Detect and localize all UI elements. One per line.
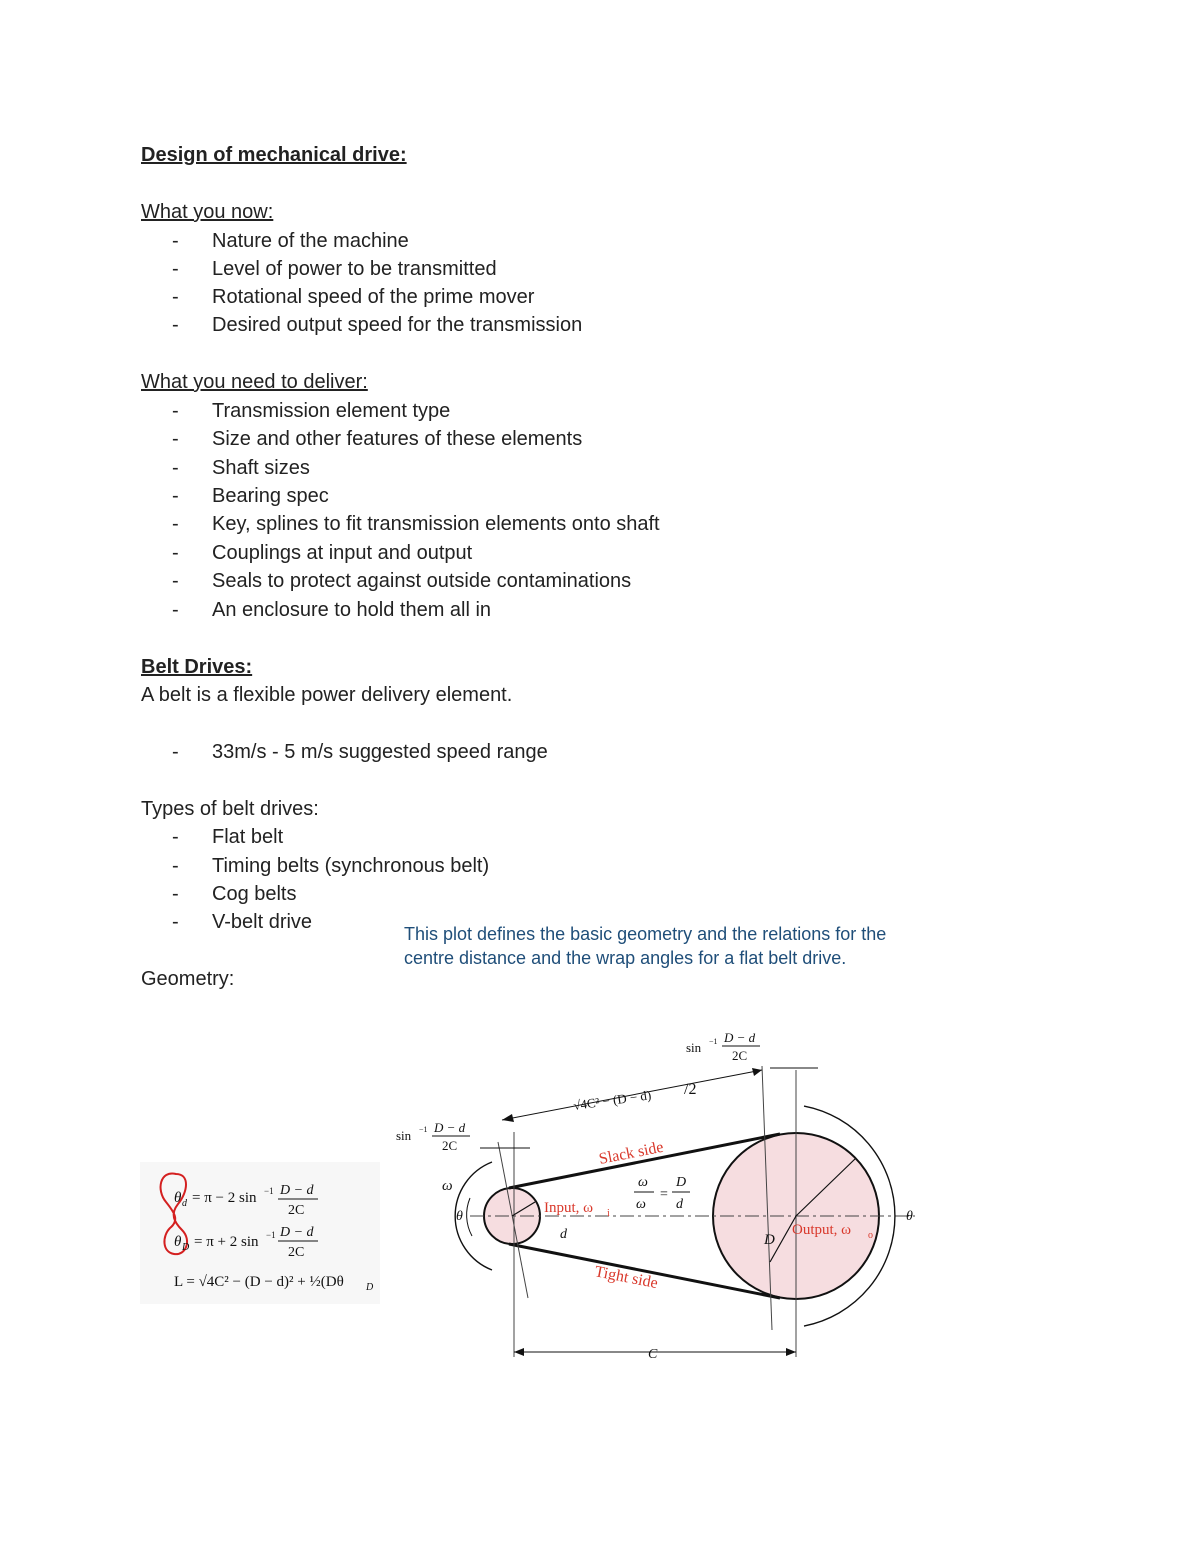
list-item-text: Size and other features of these elements xyxy=(212,428,583,450)
list-item-text: Bearing spec xyxy=(212,485,329,507)
small-d-label: d xyxy=(560,1227,567,1242)
bullet-dash: - xyxy=(172,741,179,763)
bullet-dash: - xyxy=(172,400,179,422)
input-frac-num: D − d xyxy=(434,1120,466,1135)
big-D-label: D xyxy=(764,1232,775,1248)
slack-side-label: Slack side xyxy=(597,1138,665,1168)
output-sin-exp: −1 xyxy=(709,1037,718,1046)
eq2-lhs: θ xyxy=(174,1234,182,1250)
arrow-head xyxy=(752,1068,762,1076)
list-item-text: Cog belts xyxy=(212,883,297,905)
list-item-text: 33m/s - 5 m/s suggested speed range xyxy=(212,741,548,763)
eq1-rhs: = π − 2 sin xyxy=(192,1190,257,1206)
input-frac-den: 2C xyxy=(442,1138,458,1153)
list-item-text: Flat belt xyxy=(212,826,284,848)
belt-intro: A belt is a flexible power delivery element. xyxy=(141,684,513,706)
eq2-frac-den: 2C xyxy=(288,1245,305,1260)
span-tail: /2 xyxy=(684,1081,697,1098)
list-item-text: Nature of the machine xyxy=(212,230,409,252)
geometry-heading: Geometry: xyxy=(141,968,235,990)
bullet-dash: - xyxy=(172,513,179,535)
equations-image xyxy=(140,1162,380,1304)
output-sub: o xyxy=(868,1230,873,1241)
eq1-sub: d xyxy=(182,1198,187,1209)
list-item-text: Shaft sizes xyxy=(212,457,310,479)
bullet-dash: - xyxy=(172,428,179,450)
eq1-frac-num: D − d xyxy=(280,1183,314,1198)
output-frac-den: 2C xyxy=(732,1048,748,1063)
input-label: Input, ω xyxy=(544,1200,594,1216)
bullet-dash: - xyxy=(172,570,179,592)
omega-i-label: ω xyxy=(442,1178,453,1194)
ratio-num-right: D xyxy=(676,1175,687,1190)
list-item-text: Rotational speed of the prime mover xyxy=(212,286,535,308)
section-heading-belt-drives: Belt Drives: xyxy=(141,656,253,678)
bullet-dash: - xyxy=(172,230,179,252)
list-item-text: Desired output speed for the transmission xyxy=(212,314,583,336)
centre-distance-label: C xyxy=(648,1347,658,1362)
span-expression: √4C² − (D − d) xyxy=(572,1087,653,1113)
eq1-frac-den: 2C xyxy=(288,1203,305,1218)
list-item-text: Level of power to be transmitted xyxy=(212,258,497,280)
arrow-head xyxy=(514,1348,524,1356)
output-label: Output, ω xyxy=(792,1222,852,1238)
eq1-lhs: θ xyxy=(174,1190,182,1206)
bullet-dash: - xyxy=(172,911,179,933)
eq2-frac-num: D − d xyxy=(280,1225,314,1240)
ratio-den-right: d xyxy=(676,1197,683,1212)
bullet-dash: - xyxy=(172,599,179,621)
list-item-text: V-belt drive xyxy=(212,911,313,933)
arrow-head xyxy=(502,1114,514,1122)
bullet-dash: - xyxy=(172,457,179,479)
list-item-text: Key, splines to fit transmission elements onto shaft xyxy=(212,513,660,535)
theta-d-label: θ xyxy=(456,1209,463,1224)
eq2-sub: D xyxy=(182,1242,190,1253)
output-sin-label: sin xyxy=(686,1040,702,1055)
belt-drive-diagram xyxy=(390,1022,940,1367)
list-item-text: Transmission element type xyxy=(212,400,451,422)
list-item-text: Seals to protect against outside contaminations xyxy=(212,570,632,592)
arrow-head xyxy=(786,1348,796,1356)
figure-caption-line-1: This plot defines the basic geometry and the relations for the xyxy=(404,924,887,944)
list-item-text: An enclosure to hold them all in xyxy=(212,599,492,621)
eq2-exp: −1 xyxy=(266,1230,276,1240)
bullet-dash: - xyxy=(172,542,179,564)
ratio-eq: = xyxy=(660,1187,668,1202)
input-sub: i xyxy=(607,1208,610,1219)
input-sin-exp: −1 xyxy=(419,1125,428,1134)
ratio-num-left: ω xyxy=(638,1175,648,1190)
theta-D-label: θ xyxy=(906,1209,913,1224)
eq1-exp: −1 xyxy=(264,1186,274,1196)
bullet-dash: - xyxy=(172,855,179,877)
bullet-dash: - xyxy=(172,883,179,905)
list-item-text: Timing belts (synchronous belt) xyxy=(212,855,490,877)
know-heading: What you now: xyxy=(141,201,274,223)
eq3-sub: D xyxy=(366,1282,374,1293)
bullet-dash: - xyxy=(172,485,179,507)
output-frac-num: D − d xyxy=(724,1030,756,1045)
eq3-length: L = √4C² − (D − d)² + ½(Dθ xyxy=(174,1274,344,1290)
bullet-dash: - xyxy=(172,826,179,848)
page-title: Design of mechanical drive: xyxy=(141,144,407,166)
bullet-dash: - xyxy=(172,286,179,308)
ratio-den-left: ω xyxy=(636,1197,646,1212)
tight-side-label: Tight side xyxy=(593,1263,660,1293)
theta-d-arc xyxy=(467,1198,472,1236)
types-heading: Types of belt drives: xyxy=(141,798,319,820)
input-sin-label: sin xyxy=(396,1128,412,1143)
figure-caption-line-2: centre distance and the wrap angles for a flat belt drive. xyxy=(404,948,847,968)
eq2-rhs: = π + 2 sin xyxy=(194,1234,259,1250)
list-item-text: Couplings at input and output xyxy=(212,542,473,564)
bullet-dash: - xyxy=(172,258,179,280)
deliver-heading: What you need to deliver: xyxy=(141,371,368,393)
bullet-dash: - xyxy=(172,314,179,336)
